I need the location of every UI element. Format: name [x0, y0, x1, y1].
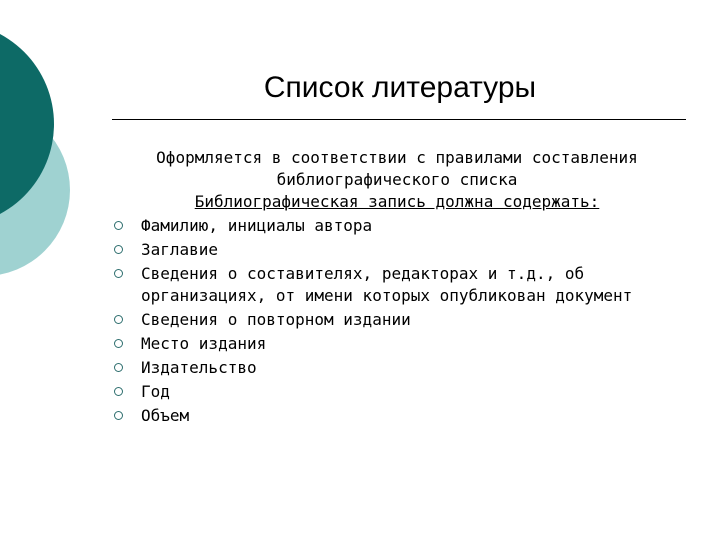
list-item-text: Сведения о повторном издании: [141, 310, 411, 329]
hollow-circle-bullet-icon: [114, 339, 123, 348]
hollow-circle-bullet-icon: [114, 387, 123, 396]
list-item-text: Издательство: [141, 358, 257, 377]
intro-text: Оформляется в соответствии с правилами составления библиографического списка: [156, 148, 638, 189]
list-item: [112, 333, 682, 355]
title-divider: [112, 119, 686, 120]
record-elements-list: [112, 215, 682, 427]
list-item: [112, 239, 682, 261]
list-item: [112, 263, 682, 307]
hollow-circle-bullet-icon: [114, 269, 123, 278]
slide-title: Список литературы: [263, 71, 537, 104]
list-item-text: Сведения о составителях, редакторах и т.д., об организациях, от имени которых опубликован документ: [141, 264, 633, 305]
hollow-circle-bullet-icon: [114, 245, 123, 254]
hollow-circle-bullet-icon: [114, 315, 123, 324]
list-item-text: Место издания: [141, 334, 267, 353]
list-item-text: Заглавие: [141, 240, 219, 259]
list-item: [112, 381, 682, 403]
list-item: [112, 357, 682, 379]
list-item: [112, 405, 682, 427]
list-item-text: Фамилию, инициалы автора: [141, 216, 373, 235]
record-subheading: Библиографическая запись должна содержать:: [194, 192, 600, 211]
hollow-circle-bullet-icon: [114, 221, 123, 230]
slide-body: [112, 147, 682, 427]
list-item-text: Год: [141, 382, 170, 401]
list-item-text: Объем: [141, 406, 190, 425]
hollow-circle-bullet-icon: [114, 411, 123, 420]
list-item: [112, 309, 682, 331]
hollow-circle-bullet-icon: [114, 363, 123, 372]
list-item: [112, 215, 682, 237]
